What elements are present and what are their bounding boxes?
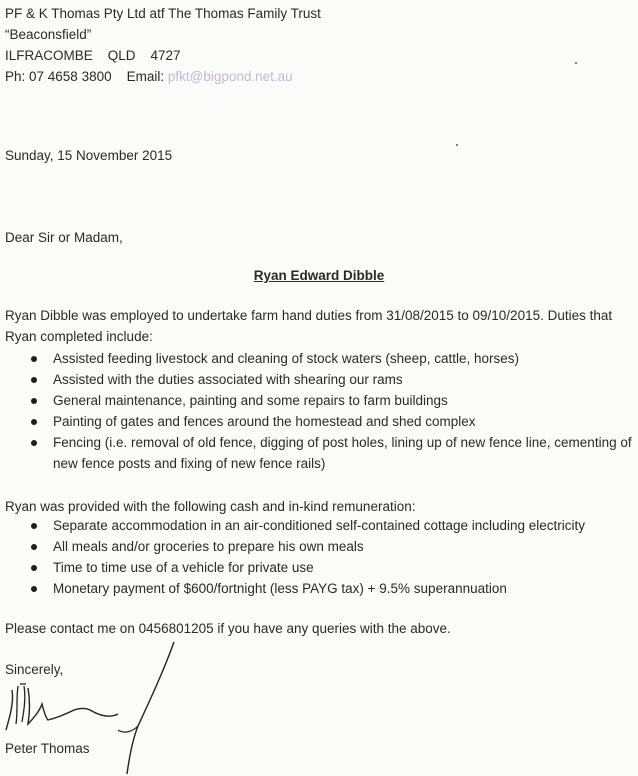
list-item-text: Fencing (i.e. removal of old fence, digging of post holes, lining up of new fence line, cementing of new fence posts and fixing of new fence rails) xyxy=(53,435,632,471)
list-item xyxy=(5,369,635,390)
scan-speck xyxy=(575,62,577,64)
list-item-text: Assisted feeding livestock and cleaning of stock waters (sheep, cattle, horses) xyxy=(53,351,519,366)
remuneration-list xyxy=(5,515,635,599)
signatory-name: Peter Thomas xyxy=(5,741,90,756)
closing: Sincerely, xyxy=(5,662,64,677)
letterhead xyxy=(5,3,321,87)
list-item-text: Assisted with the duties associated with shearing our rams xyxy=(53,372,403,387)
bullet-icon xyxy=(31,440,37,446)
list-item xyxy=(5,348,635,369)
company-name: PF & K Thomas Pty Ltd atf The Thomas Family Trust xyxy=(5,6,321,21)
list-item-text: All meals and/or groceries to prepare his own meals xyxy=(53,539,364,554)
bullet-icon xyxy=(31,356,37,362)
duties-list xyxy=(5,348,635,474)
phone-text: Ph: 07 4658 3800 Email: xyxy=(5,69,168,84)
email-link[interactable]: pfkt@bigpond.net.au xyxy=(167,69,293,84)
list-item xyxy=(5,578,635,599)
bullet-icon xyxy=(31,419,37,425)
bullet-icon xyxy=(31,544,37,550)
list-item xyxy=(5,515,635,536)
bullet-icon xyxy=(31,586,37,592)
intro-paragraph: Ryan Dibble was employed to undertake farm hand duties from 31/08/2015 to 09/10/2015. Duties that Ryan completed include: xyxy=(5,308,613,344)
scan-speck xyxy=(456,144,458,146)
list-item-text: Painting of gates and fences around the homestead and shed complex xyxy=(53,414,476,429)
contact-paragraph: Please contact me on 0456801205 if you have any queries with the above. xyxy=(5,621,451,636)
bullet-icon xyxy=(31,377,37,383)
salutation: Dear Sir or Madam, xyxy=(5,230,123,245)
list-item xyxy=(5,536,635,557)
list-item xyxy=(5,432,635,474)
list-item xyxy=(5,557,635,578)
list-item-text: Time to time use of a vehicle for private use xyxy=(53,560,314,575)
property-name: “Beaconsfield” xyxy=(5,27,92,42)
address-line: ILFRACOMBE QLD 4727 xyxy=(5,48,181,63)
list-item-text: Monetary payment of $600/fortnight (less PAYG tax) + 9.5% superannuation xyxy=(53,581,507,596)
bullet-icon xyxy=(31,523,37,529)
list-item-text: General maintenance, painting and some repairs to farm buildings xyxy=(53,393,448,408)
contact-line xyxy=(5,66,321,87)
list-item-text: Separate accommodation in an air-conditioned self-contained cottage including electricity xyxy=(53,518,586,533)
list-item xyxy=(5,390,635,411)
bullet-icon xyxy=(31,565,37,571)
letter-date: Sunday, 15 November 2015 xyxy=(5,148,173,163)
remuneration-intro: Ryan was provided with the following cash and in-kind remuneration: xyxy=(5,499,416,514)
subject-heading: Ryan Edward Dibble xyxy=(253,268,385,283)
bullet-icon xyxy=(31,398,37,404)
list-item xyxy=(5,411,635,432)
